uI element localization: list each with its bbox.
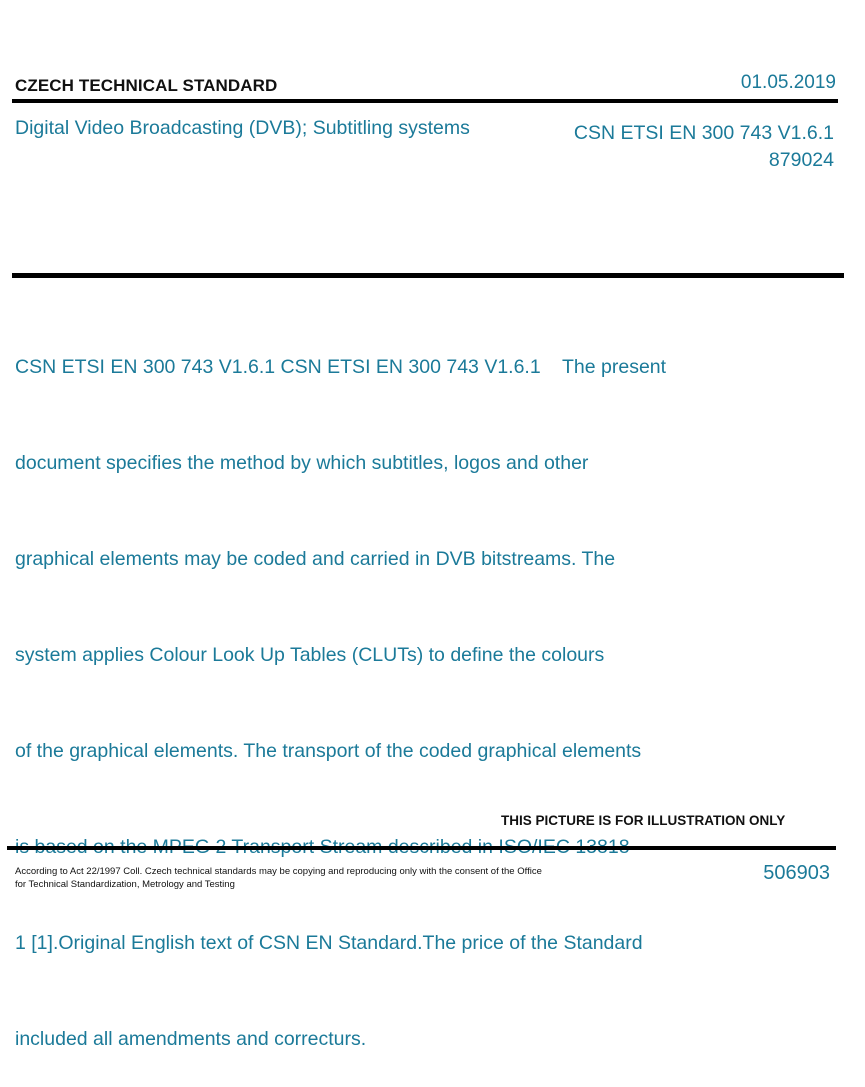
legal-notice-line: for Technical Standardization, Metrology and Testing xyxy=(15,879,235,890)
illustration-note: THIS PICTURE IS FOR ILLUSTRATION ONLY xyxy=(501,813,786,828)
abstract-line: CSN ETSI EN 300 743 V1.6.1 CSN ETSI EN 300 743 V1.6.1 The present xyxy=(15,356,667,378)
abstract-line: system applies Colour Look Up Tables (CLUTs) to define the colours xyxy=(15,644,605,666)
abstract-line: included all amendments and correcturs. xyxy=(15,1028,367,1050)
section-divider xyxy=(12,273,844,278)
catalog-number: 506903 xyxy=(763,862,830,884)
document-type-label: CZECH TECHNICAL STANDARD xyxy=(15,76,278,95)
standard-code: 879024 xyxy=(768,149,834,171)
abstract-line: document specifies the method by which subtitles, logos and other xyxy=(15,452,589,474)
standard-number: CSN ETSI EN 300 743 V1.6.1 xyxy=(573,122,834,144)
header-divider xyxy=(12,99,838,103)
legal-notice-line: According to Act 22/1997 Coll. Czech technical standards may be copying and reproducing only with the consent of the Office xyxy=(15,866,542,877)
abstract-text xyxy=(15,287,745,1087)
abstract-line: 1 [1].Original English text of CSN EN Standard.The price of the Standard xyxy=(15,932,643,954)
legal-notice xyxy=(15,865,595,891)
abstract-line: graphical elements may be coded and carried in DVB bitstreams. The xyxy=(15,548,616,570)
standard-title: Digital Video Broadcasting (DVB); Subtitling systems xyxy=(15,117,470,139)
publication-date: 01.05.2019 xyxy=(740,72,836,93)
abstract-line: of the graphical elements. The transport of the coded graphical elements xyxy=(15,740,642,762)
footer-divider xyxy=(7,846,836,850)
